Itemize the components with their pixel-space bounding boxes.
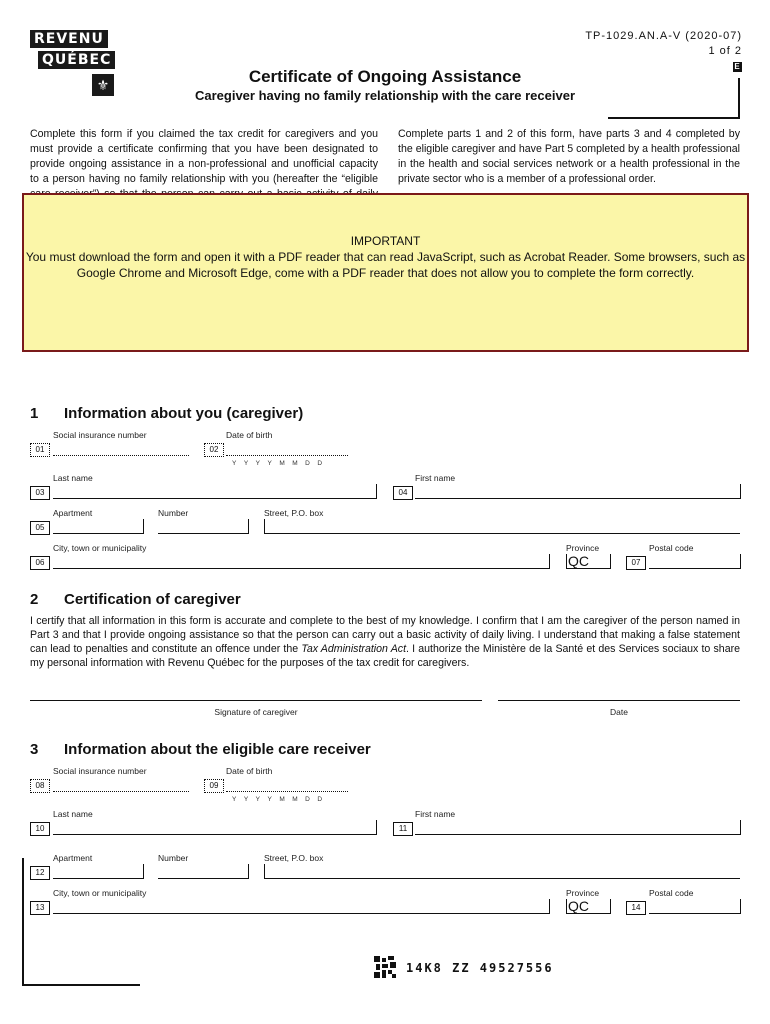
s3-dob-label: Date of birth (226, 766, 273, 776)
cert-text-a: I certify that all information in this form is accurate and complete to the best of my knowledge. I confirm that I am the caregiver of the person named in Part 3 and that I provide ongoing assistance so that the person can carry out a basic activity of daily living. I understand that making a false statement can lead to penalties and constitute an offence under the (30, 615, 740, 655)
s3-sin-input[interactable] (53, 779, 189, 792)
logo-line2: QUÉBEC (38, 51, 115, 69)
intro-right: Complete parts 1 and 2 of this form, have parts 3 and 4 completed by the eligible caregiver and have Part 5 completed by a health professional in the health and social services network or a health professional in the private sector who is a member of a professional order. (398, 128, 740, 185)
divider (376, 820, 377, 835)
s1-firstname-input[interactable] (415, 486, 740, 499)
s1-street-label: Street, P.O. box (264, 508, 324, 518)
divider (740, 820, 741, 835)
s1-dob-input[interactable] (226, 443, 348, 456)
s1-sin-input[interactable] (53, 443, 189, 456)
s3-firstname-label: First name (415, 809, 456, 819)
language-badge: E (734, 62, 741, 71)
s3-city-label: City, town or municipality (53, 888, 147, 898)
divider (740, 899, 741, 914)
s1-ymd-label: YYYYMMDD (232, 460, 330, 467)
s3-number-label: Number (158, 853, 189, 863)
s3-box-12: 12 (30, 866, 50, 880)
divider (376, 484, 377, 499)
divider (248, 864, 249, 879)
intro-left: Complete this form if you claimed the tax credit for caregivers and you must provide a certificate confirming that you have been designated to provide ongoing assistance in a non-professional and unofficial capacity to a person having no family relationship with you (hereafter the “eligible (30, 128, 378, 185)
s3-city-input[interactable] (53, 901, 549, 914)
corner-mark-bottom (608, 117, 740, 119)
s1-apartment-input[interactable] (53, 521, 143, 534)
section1-number: 1 (30, 405, 39, 422)
page-number: 1 of 2 (708, 45, 742, 57)
divider (264, 519, 265, 534)
divider (610, 899, 611, 914)
logo-line1: REVENU (30, 30, 108, 48)
certification-text (30, 614, 740, 670)
s3-lastname-input[interactable] (53, 822, 376, 835)
s3-province-label: Province (566, 888, 600, 898)
s3-box-13: 13 (30, 901, 50, 915)
date-line[interactable] (498, 690, 740, 701)
s1-sin-label: Social insurance number (53, 430, 147, 440)
important-heading: IMPORTANT (350, 234, 421, 248)
s3-sin-label: Social insurance number (53, 766, 147, 776)
s1-box-07: 07 (626, 556, 646, 570)
s1-province-label: Province (566, 543, 600, 553)
s3-province-input[interactable] (566, 901, 610, 914)
section3-title: Information about the eligible care receiver (64, 741, 371, 758)
s1-number-label: Number (158, 508, 189, 518)
divider (566, 899, 567, 914)
s1-box-02: 02 (204, 443, 224, 457)
s1-box-05: 05 (30, 521, 50, 535)
section3-number: 3 (30, 741, 39, 758)
s1-number-input[interactable] (158, 521, 248, 534)
section1-heading (30, 405, 303, 422)
s3-postal-label: Postal code (649, 888, 694, 898)
s3-box-08: 08 (30, 779, 50, 793)
s3-street-label: Street, P.O. box (264, 853, 324, 863)
s3-firstname-input[interactable] (415, 822, 740, 835)
s1-province-input[interactable] (566, 556, 610, 569)
divider (566, 554, 567, 569)
divider (610, 554, 611, 569)
s1-province-value: QC (568, 553, 589, 569)
s3-number-input[interactable] (158, 866, 248, 879)
s3-province-value: QC (568, 898, 589, 914)
divider (248, 519, 249, 534)
s1-apartment-label: Apartment (53, 508, 93, 518)
fleur-de-lis-icon: ⚜ (92, 74, 114, 96)
signature-line[interactable] (30, 690, 482, 701)
cert-act-name: Tax Administration Act (301, 643, 407, 655)
s3-box-09: 09 (204, 779, 224, 793)
s3-box-11: 11 (393, 822, 413, 836)
s3-box-10: 10 (30, 822, 50, 836)
divider (549, 899, 550, 914)
important-text: You must download the form and open it with a PDF reader that can read JavaScript, such as Acrobat Reader. Some browsers, such as Google Chrome and Microsoft Edge, come with a PDF reader that does not allow you to complete the form correctly. (25, 250, 746, 280)
page-title: Certificate of Ongoing Assistance (248, 67, 522, 86)
section1-title: Information about you (caregiver) (64, 405, 304, 422)
section3-bottom-border (22, 984, 140, 986)
section2-title: Certification of caregiver (64, 591, 241, 608)
cert-text-b: . I authorize the Ministère de la Santé et des Services sociaux to share my personal information with Revenu Québec for the purposes of the tax credit for caregivers. (30, 643, 741, 669)
s1-postal-input[interactable] (649, 556, 740, 569)
signature-label: Signature of caregiver (214, 707, 298, 717)
divider (740, 484, 741, 499)
form-code: TP-1029.AN.A-V (2020-07) (585, 30, 742, 42)
s1-street-input[interactable] (264, 521, 740, 534)
s3-street-input[interactable] (264, 866, 740, 879)
divider (549, 554, 550, 569)
date-label: Date (610, 707, 628, 717)
section2-heading (30, 591, 241, 608)
s1-box-03: 03 (30, 486, 50, 500)
divider (143, 519, 144, 534)
barcode-number: 14K8 ZZ 49527556 (406, 961, 554, 975)
section3-left-border (22, 858, 24, 985)
section2-number: 2 (30, 591, 39, 608)
important-notice (22, 193, 749, 352)
s3-lastname-label: Last name (53, 809, 93, 819)
s3-box-14: 14 (626, 901, 646, 915)
s1-box-06: 06 (30, 556, 50, 570)
s3-postal-input[interactable] (649, 901, 740, 914)
s1-postal-label: Postal code (649, 543, 694, 553)
s3-apartment-input[interactable] (53, 866, 143, 879)
divider (740, 554, 741, 569)
barcode-icon (374, 956, 396, 978)
s3-dob-input[interactable] (226, 779, 348, 792)
s1-firstname-label: First name (415, 473, 456, 483)
s3-apartment-label: Apartment (53, 853, 93, 863)
page-subtitle: Caregiver having no family relationship with the care receiver (194, 88, 576, 103)
divider (264, 864, 265, 879)
section3-heading (30, 741, 371, 758)
divider (143, 864, 144, 879)
s1-city-input[interactable] (53, 556, 549, 569)
s3-ymd-label: YYYYMMDD (232, 796, 330, 803)
s1-lastname-label: Last name (53, 473, 93, 483)
s1-dob-label: Date of birth (226, 430, 273, 440)
s1-box-01: 01 (30, 443, 50, 457)
s1-city-label: City, town or municipality (53, 543, 147, 553)
s1-lastname-input[interactable] (53, 486, 376, 499)
s1-box-04: 04 (393, 486, 413, 500)
